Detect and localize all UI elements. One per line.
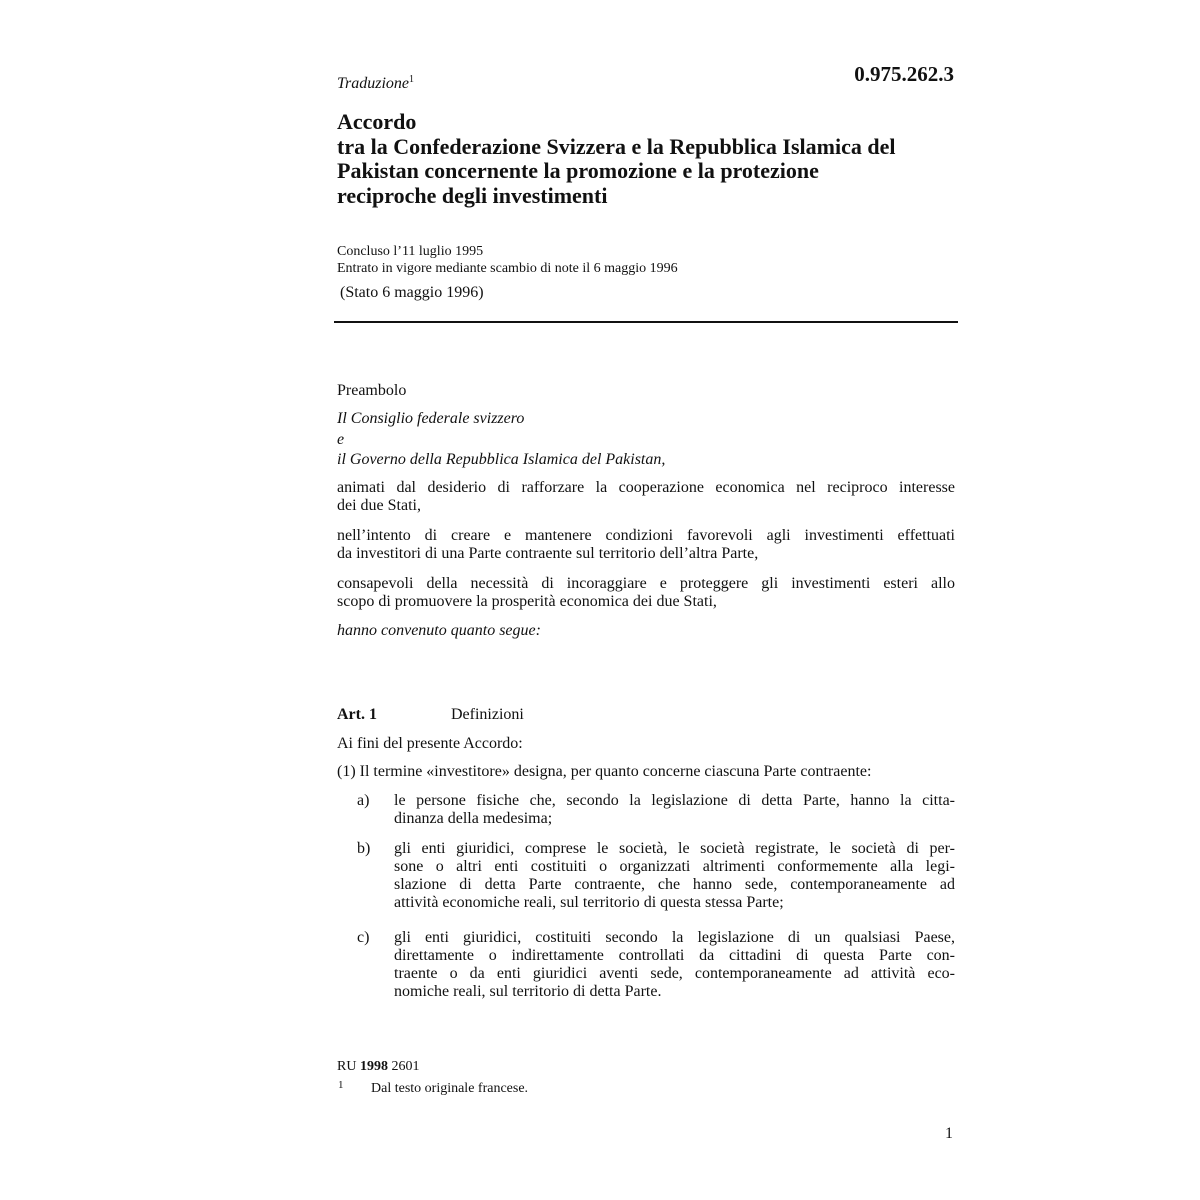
title-line-1: Accordo: [337, 109, 417, 134]
title-line-3: Pakistan concernente la promozione e la protezione: [337, 158, 819, 183]
title-line-4: reciproche degli investimenti: [337, 182, 608, 208]
preamble-p2-line-2: da investitori di una Parte contraente sul territorio dell’altra Parte,: [337, 545, 759, 562]
list-item-b-line-3: slazione di detta Parte contraente, che hanno sede, contemporaneamente ad: [394, 876, 955, 893]
list-item-letter-a: a): [357, 792, 370, 809]
ru-page: 2601: [391, 1059, 420, 1074]
list-item-c-line-3: traente o da enti giuridici aventi sede, contemporaneamente ad attività eco-: [394, 965, 955, 982]
preamble-conjunction: e: [337, 431, 345, 448]
header-divider: [334, 321, 958, 323]
preamble-p3-line-1: consapevoli della necessità di incoraggiare e proteggere gli investimenti esteri allo: [337, 575, 955, 592]
preamble-p2-line-1: nell’intento di creare e mantenere condizioni favorevoli agli investimenti effettuati: [337, 527, 955, 544]
translation-label-text: Traduzione: [337, 75, 410, 92]
article-intro: Ai fini del presente Accordo:: [337, 735, 523, 752]
list-item-c-line-1: gli enti giuridici, costituiti secondo la legislazione di un qualsiasi Paese,: [394, 929, 955, 946]
document-meta: [337, 243, 678, 277]
status-date: (Stato 6 maggio 1996): [340, 284, 484, 301]
preamble-paragraph-2: [337, 527, 955, 563]
official-collection-ref: [337, 1059, 419, 1075]
list-item-letter-b: b): [357, 840, 371, 857]
preamble-closing: hanno convenuto quanto segue:: [337, 622, 541, 639]
preamble-party-1: Il Consiglio federale svizzero: [337, 410, 525, 427]
page-number: 1: [945, 1125, 953, 1142]
list-item-a-line-1: le persone fisiche che, secondo la legislazione di detta Parte, hanno la citta-: [394, 792, 955, 809]
preamble-paragraph-3: [337, 575, 955, 611]
preamble-heading: Preambolo: [337, 382, 407, 399]
entry-into-force: Entrato in vigore mediante scambio di note il 6 maggio 1996: [337, 261, 678, 276]
list-item-c-line-2: direttamente o indirettamente controllati da cittadini di questa Parte con-: [394, 947, 955, 964]
preamble-p1-line-1: animati dal desiderio di rafforzare la cooperazione economica nel reciproco interesse: [337, 479, 955, 496]
footnote-ref[interactable]: 1: [409, 74, 415, 85]
preamble-paragraph-1: [337, 479, 955, 515]
article-heading: [337, 706, 524, 724]
list-item-a-line-2: dinanza della medesima;: [394, 810, 553, 827]
concluded-date: Concluso l’11 luglio 1995: [337, 244, 484, 259]
article-number: Art. 1: [337, 706, 377, 723]
list-item-a: [394, 792, 955, 828]
document-code: 0.975.262.3: [854, 62, 954, 86]
list-item-b: [394, 840, 955, 912]
list-item-letter-c: c): [357, 929, 370, 946]
list-item-c-line-4: nomiche reali, sul territorio di detta Parte.: [394, 983, 662, 1000]
list-item-c: [394, 929, 955, 1001]
preamble-p3-line-2: scopo di promuovere la prosperità economica dei due Stati,: [337, 593, 717, 610]
footnote-number: 1: [338, 1079, 344, 1091]
ru-prefix: RU: [337, 1059, 357, 1074]
translation-label: [337, 74, 414, 93]
list-item-b-line-2: sone o altri enti costituiti o organizzati altrimenti conformemente alla legi-: [394, 858, 955, 875]
list-item-b-line-1: gli enti giuridici, comprese le società, le società registrate, le società di per-: [394, 840, 955, 857]
list-item-b-line-4: attività economiche reali, sul territorio di questa stessa Parte;: [394, 894, 784, 911]
article-paragraph-1: (1) Il termine «investitore» designa, per quanto concerne ciascuna Parte contraente:: [337, 763, 872, 780]
preamble-p1-line-2: dei due Stati,: [337, 497, 421, 514]
title-line-2: tra la Confederazione Svizzera e la Repubblica Islamica del: [337, 133, 896, 159]
article-title: Definizioni: [451, 706, 524, 723]
footnote-text: Dal testo originale francese.: [371, 1081, 529, 1096]
ru-year: 1998: [359, 1059, 388, 1074]
document-title: [337, 110, 962, 208]
preamble-party-2: il Governo della Repubblica Islamica del Pakistan,: [337, 451, 666, 468]
